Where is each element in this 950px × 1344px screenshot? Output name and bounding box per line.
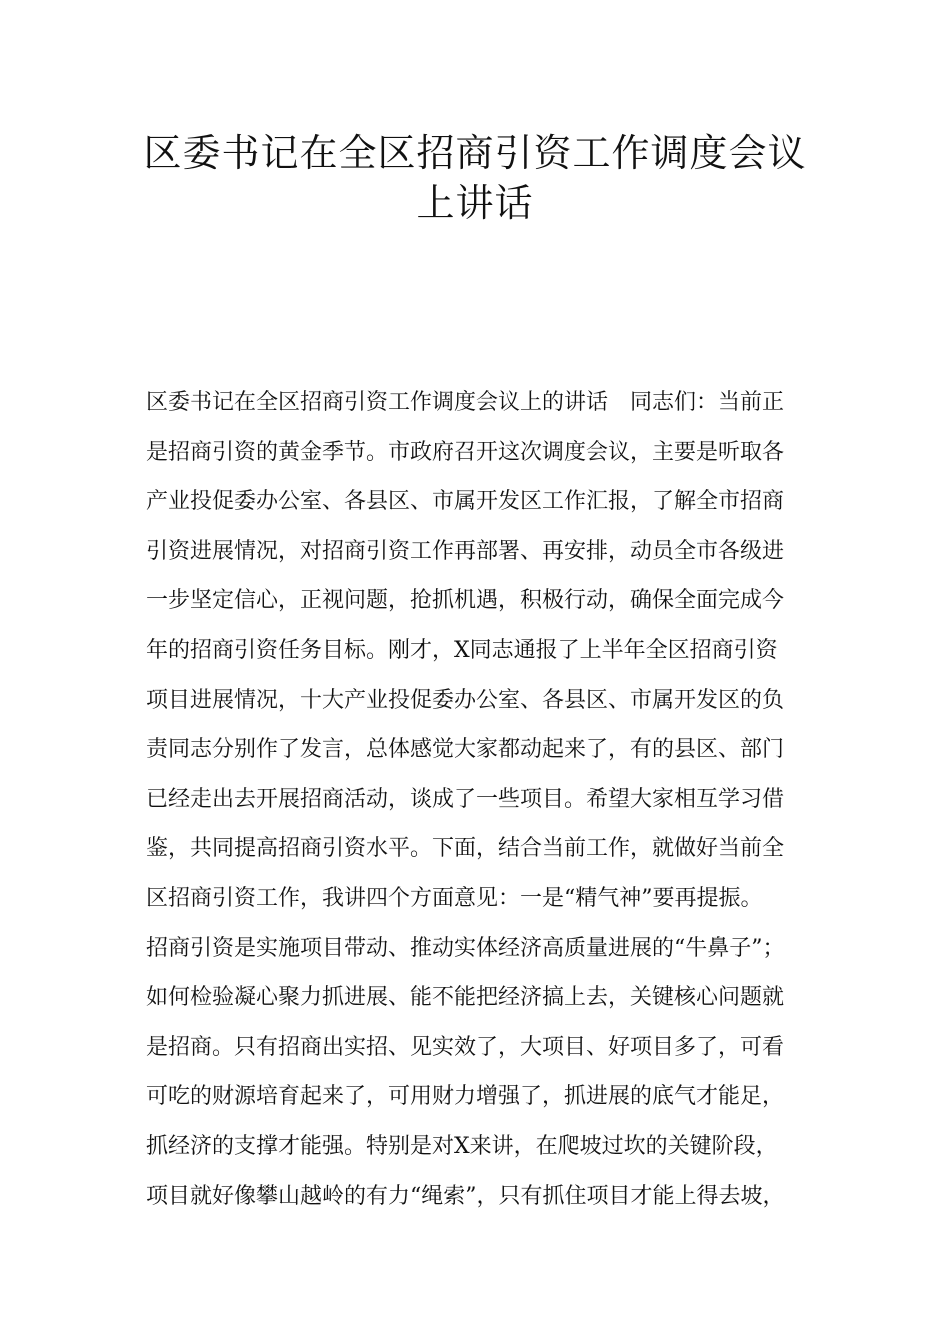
body-line: 区委书记在全区招商引资工作调度会议上的讲话 同志们：当前正 (146, 390, 785, 415)
body-line: 产业投促委办公室、各县区、市属开发区工作汇报，了解全市招商 (146, 489, 785, 515)
body-line: 区招商引资工作，我讲四个方面意见：一是“精气神”要再提振。 (146, 885, 763, 911)
body-line: 鉴，共同提高招商引资水平。下面，结合当前工作，就做好当前全 (146, 836, 785, 862)
body-line: 可吃的财源培育起来了，可用财力增强了，抓进展的底气才能足， (146, 1084, 785, 1110)
body-line: 项目就好像攀山越岭的有力“绳索”，只有抓住项目才能上得去坡， (146, 1183, 785, 1209)
title-line: 区委书记在全区招商引资工作调度会议 (143, 131, 807, 175)
body-line: 已经走出去开展招商活动，谈成了一些项目。希望大家相互学习借 (146, 786, 785, 812)
body-line: 如何检验凝心聚力抓进展、能不能把经济搞上去，关键核心问题就 (146, 985, 785, 1011)
body-line: 项目进展情况，十大产业投促委办公室、各县区、市属开发区的负 (146, 687, 785, 713)
body-line: 是招商。只有招商出实招、见实效了，大项目、好项目多了，可看 (146, 1034, 785, 1060)
document-body (146, 378, 826, 1221)
body-line: 抓经济的支撑才能强。特别是对X来讲，在爬坡过坎的关键阶段， (146, 1133, 778, 1159)
body-line: 招商引资是实施项目带动、推动实体经济高质量进展的“牛鼻子”； (146, 935, 785, 961)
body-line: 年的招商引资任务目标。刚才，X同志通报了上半年全区招商引资 (146, 637, 778, 663)
body-line: 责同志分别作了发言，总体感觉大家都动起来了，有的县区、部门 (146, 737, 785, 763)
document-title (100, 128, 850, 228)
body-line: 是招商引资的黄金季节。市政府召开这次调度会议，主要是听取各 (146, 439, 785, 465)
title-line: 上讲话 (416, 181, 534, 225)
body-line: 引资进展情况，对招商引资工作再部署、再安排，动员全市各级进 (146, 538, 785, 564)
body-line: 一步坚定信心，正视问题，抢抓机遇，积极行动，确保全面完成今 (146, 588, 785, 614)
